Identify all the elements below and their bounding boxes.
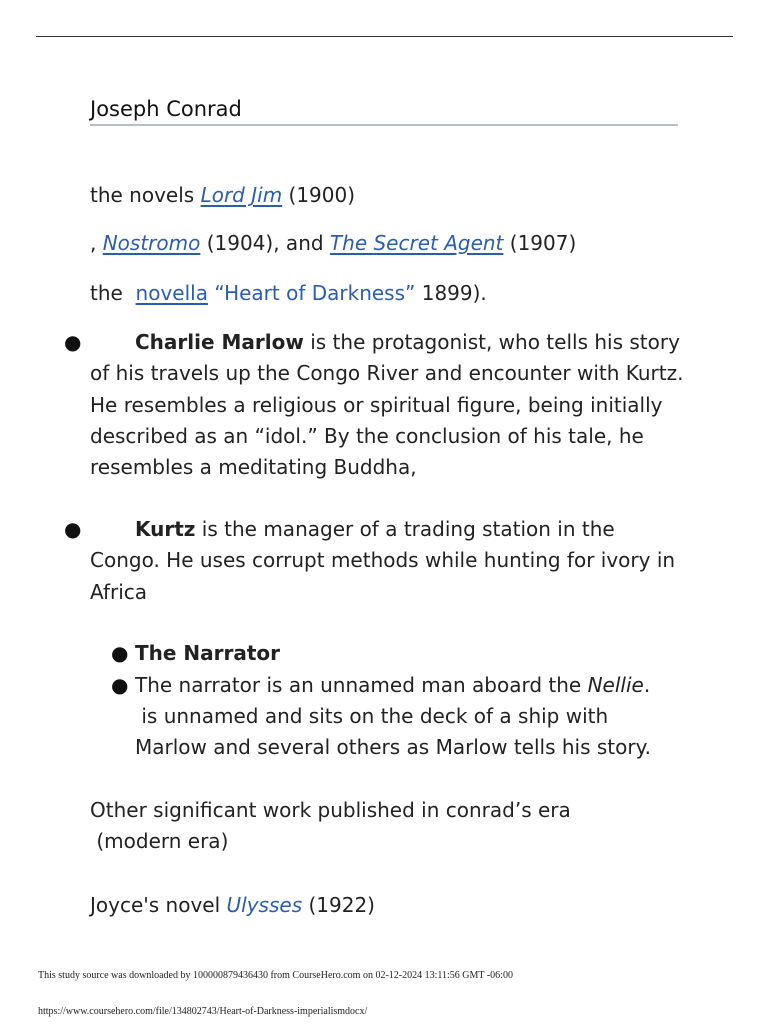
bullet-icon: ●	[64, 517, 82, 541]
joyce-line	[90, 890, 375, 921]
bullet-icon: ●	[111, 641, 129, 665]
other-works-line-1: Other significant work published in conrad’s era	[90, 798, 571, 822]
character-name: Charlie Marlow	[135, 330, 304, 354]
other-works-line-2: (modern era)	[90, 829, 229, 853]
download-note: This study source was downloaded by 100000879436430 from CourseHero.com on 02-12-2024 13:11:56 GMT -06:00	[38, 970, 513, 981]
link-novella[interactable]: novella	[135, 281, 208, 305]
text: (1907)	[503, 231, 577, 255]
text: the	[90, 281, 136, 305]
source-url[interactable]: https://www.coursehero.com/file/134802743/Heart-of-Darkness-imperialismdocx/	[38, 1006, 368, 1017]
text: (1904), and	[200, 231, 330, 255]
ship-name: Nellie	[587, 673, 644, 697]
character-name: Kurtz	[135, 517, 196, 541]
bullet-icon: ●	[111, 673, 129, 697]
works-line-2	[90, 228, 576, 259]
character-kurtz	[90, 514, 690, 608]
text: (1922)	[302, 893, 375, 917]
link-the-secret-agent[interactable]: The Secret Agent	[329, 231, 504, 255]
text: 1899).	[415, 281, 487, 305]
works-line-1	[90, 180, 355, 211]
character-description: is the protagonist, who tells his story of his travels up the Congo River and encounter with Kurtz. He resembles a religious or spiritual figure, being initially described as an “idol.” By the conclusion of his tale, he resembles a meditating Buddha,	[90, 330, 684, 480]
heart-of-darkness-title: “Heart of Darkness”	[207, 281, 416, 305]
narrator-line-2: is unnamed and sits on the deck of a ship with	[135, 704, 609, 728]
narrator-line-1	[135, 670, 650, 701]
text: .	[643, 673, 651, 697]
narrator-heading: The Narrator	[135, 641, 281, 665]
page-title: Joseph Conrad	[90, 97, 242, 121]
link-nostromo[interactable]: Nostromo	[102, 231, 201, 255]
link-lord-jim[interactable]: Lord Jim	[200, 183, 283, 207]
text: ,	[90, 231, 103, 255]
text: Joyce's novel	[90, 893, 227, 917]
top-rule	[36, 36, 733, 37]
link-ulysses[interactable]: Ulysses	[226, 893, 303, 917]
text: The narrator is an unnamed man aboard the	[135, 673, 588, 697]
narrator-line-3: Marlow and several others as Marlow tells his story.	[135, 735, 651, 759]
title-underline	[90, 124, 678, 126]
works-line-3	[90, 278, 487, 309]
bullet-icon: ●	[64, 330, 82, 354]
character-description: is the manager of a trading station in the Congo. He uses corrupt methods while hunting for ivory in Africa	[90, 517, 676, 604]
character-marlow	[90, 327, 690, 483]
text: the novels	[90, 183, 201, 207]
text: (1900)	[282, 183, 356, 207]
